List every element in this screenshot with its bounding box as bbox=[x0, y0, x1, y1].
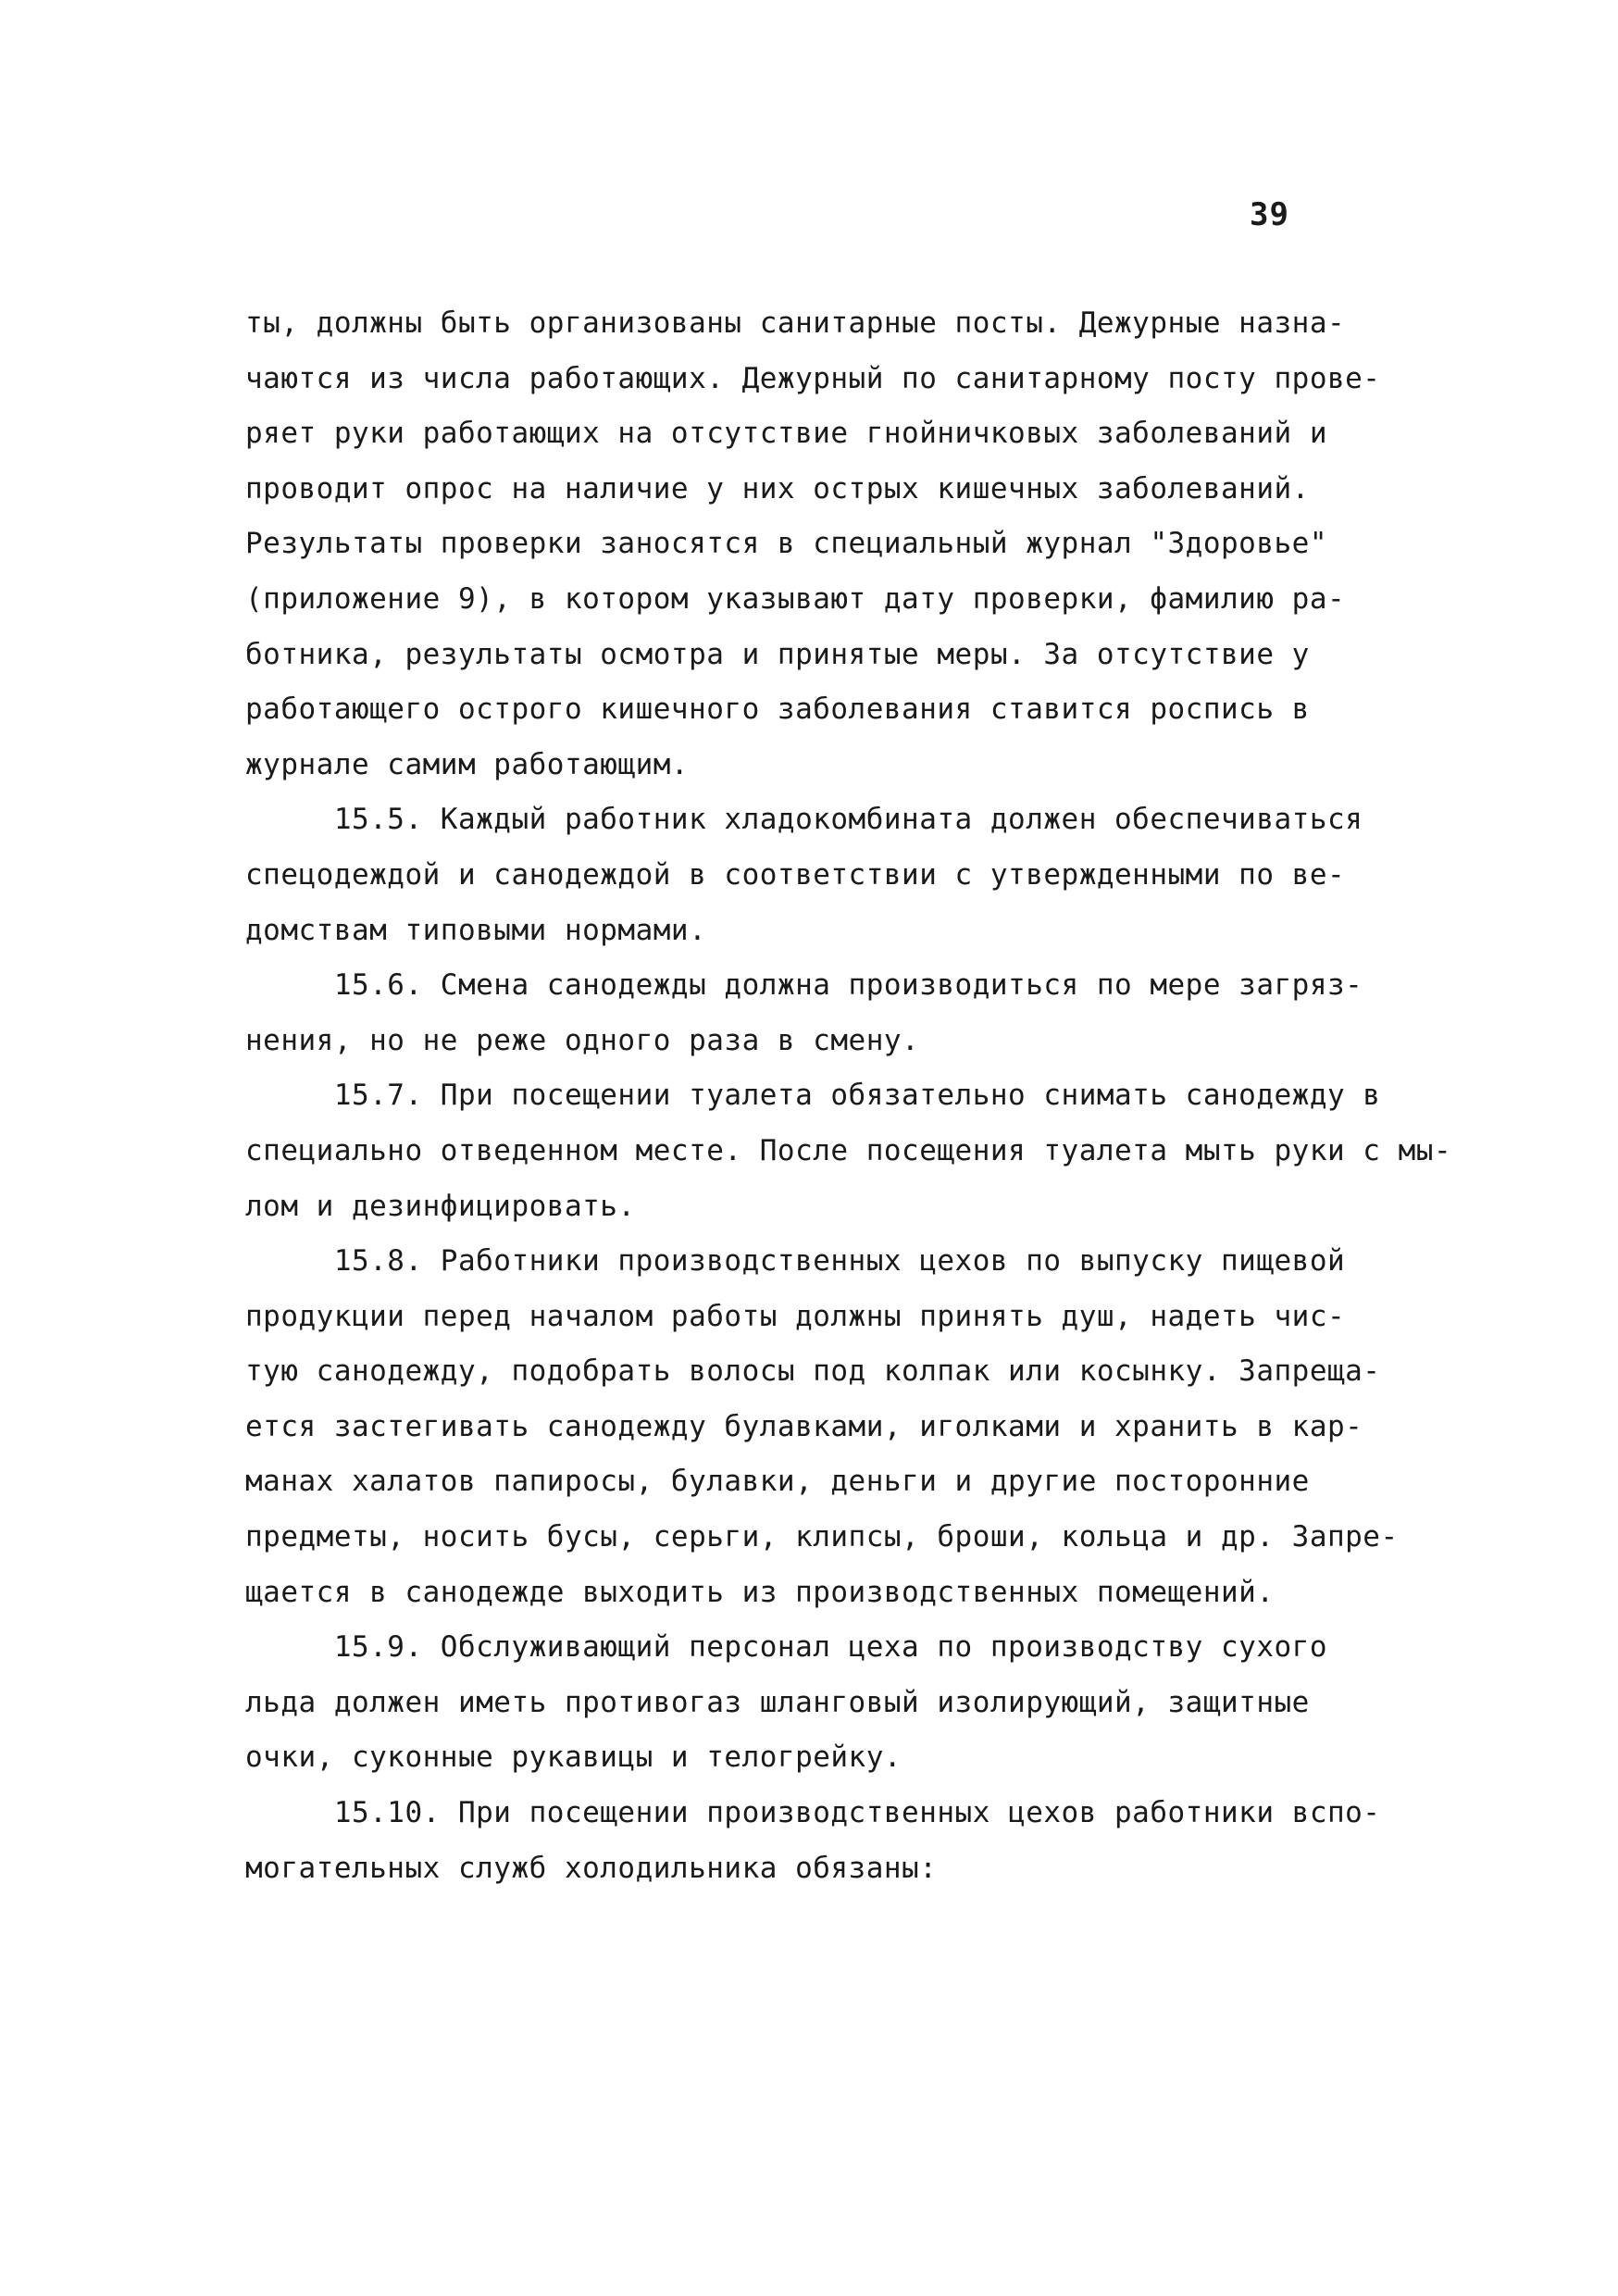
text-line: щается в санодежде выходить из производственных помещений. bbox=[245, 1575, 1275, 1609]
text-line: ется застегивать санодежду булавками, иголками и хранить в кар- bbox=[245, 1409, 1363, 1443]
document-body bbox=[245, 296, 1452, 1896]
text-line: специально отведенном месте. После посещения туалета мыть руки с мы- bbox=[245, 1133, 1452, 1167]
text-line: льда должен иметь противогаз шланговый изолирующий, защитные bbox=[245, 1685, 1310, 1719]
text-line: могательных служб холодильника обязаны: bbox=[245, 1851, 938, 1885]
paragraph-15-7-start: 15.7. При посещении туалета обязательно снимать санодежду в bbox=[245, 1079, 1381, 1113]
paragraph-15-9-start: 15.9. Обслуживающий персонал цеха по производству сухого bbox=[245, 1630, 1327, 1665]
text-line: домствам типовыми нормами. bbox=[245, 913, 707, 947]
text-line: ты, должны быть организованы санитарные посты. Дежурные назна- bbox=[245, 306, 1346, 340]
paragraph-15-8-start: 15.8. Работники производственных цехов по выпуску пищевой bbox=[245, 1244, 1346, 1279]
text-line: ботника, результаты осмотра и принятые меры. За отсутствие у bbox=[245, 637, 1310, 671]
text-line: предметы, носить бусы, серьги, клипсы, броши, кольца и др. Запре- bbox=[245, 1520, 1399, 1554]
text-line: проводит опрос на наличие у них острых кишечных заболеваний. bbox=[245, 471, 1310, 505]
paragraph-15-10-start: 15.10. При посещении производственных цехов работники вспо- bbox=[245, 1796, 1381, 1830]
text-line: журнале самим работающим. bbox=[245, 747, 690, 781]
page-number: 39 bbox=[1250, 196, 1289, 233]
text-line: Результаты проверки заносятся в специальный журнал "Здоровье" bbox=[245, 527, 1327, 561]
text-line: работающего острого кишечного заболевания ставится роспись в bbox=[245, 693, 1310, 727]
text-line: спецодеждой и санодеждой в соответствии с утвержденными по ве- bbox=[245, 857, 1346, 892]
text-line: чаются из числа работающих. Дежурный по санитарному посту прове- bbox=[245, 361, 1381, 395]
text-line: очки, суконные рукавицы и телогрейку. bbox=[245, 1741, 902, 1775]
paragraph-15-6-start: 15.6. Смена санодежды должна производиться по мере загряз- bbox=[245, 968, 1363, 1003]
text-line: (приложение 9), в котором указывают дату проверки, фамилию ра- bbox=[245, 581, 1346, 616]
text-line: тую санодежду, подобрать волосы под колпак или косынку. Запреща- bbox=[245, 1354, 1381, 1389]
text-line: манах халатов папиросы, булавки, деньги и другие посторонние bbox=[245, 1465, 1310, 1499]
paragraph-15-5-start: 15.5. Каждый работник хладокомбината должен обеспечиваться bbox=[245, 803, 1363, 837]
text-line: лом и дезинфицировать. bbox=[245, 1189, 636, 1223]
text-line: нения, но не реже одного раза в смену. bbox=[245, 1023, 920, 1057]
text-line: продукции перед началом работы должны принять душ, надеть чис- bbox=[245, 1299, 1346, 1333]
text-line: ряет руки работающих на отсутствие гнойничковых заболеваний и bbox=[245, 417, 1327, 451]
